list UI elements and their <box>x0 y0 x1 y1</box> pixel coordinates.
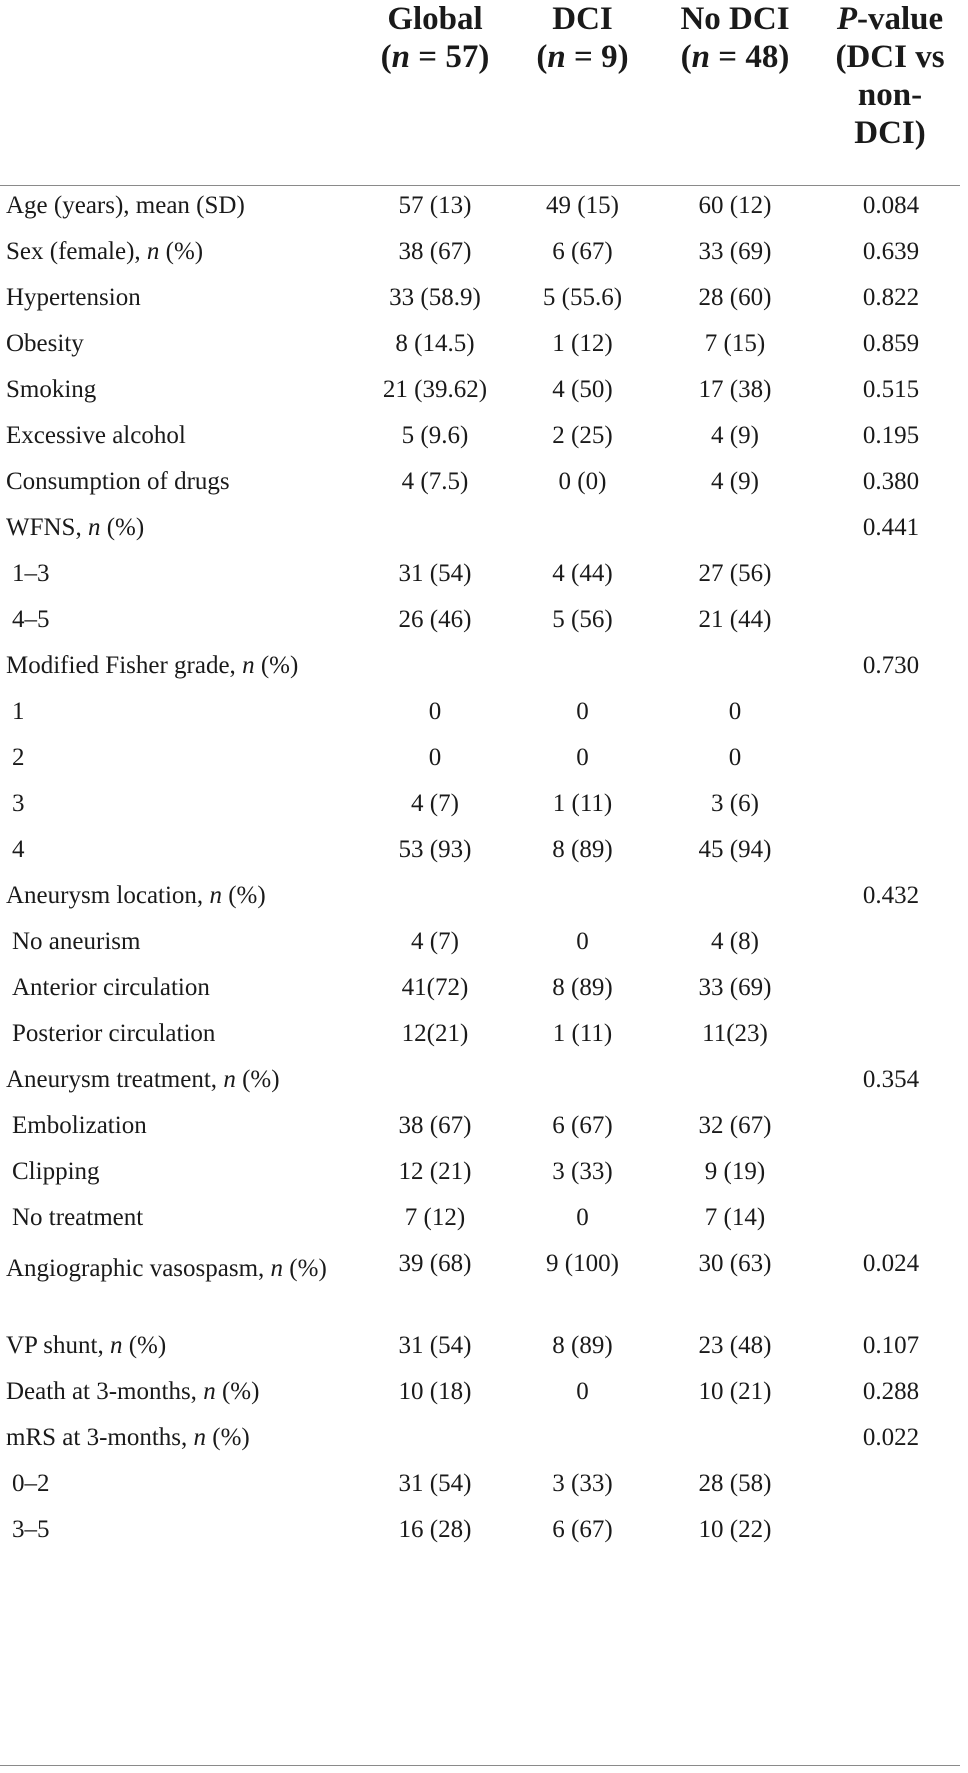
cell-dci: 49 (15) <box>546 192 619 219</box>
cell-global: 7 (12) <box>404 1204 466 1231</box>
table-row <box>0 1204 968 1250</box>
cell-nodci: 45 (94) <box>698 836 772 863</box>
cell-nodci: 60 (12) <box>698 192 772 219</box>
cell-global: 38 (67) <box>398 238 472 265</box>
table-row <box>0 1332 968 1378</box>
cell-nodci: 33 (69) <box>698 974 772 1001</box>
cell-global: 12(21) <box>401 1020 469 1047</box>
cell-pvalue: 0.730 <box>862 652 920 679</box>
row-label: 1–3 <box>12 560 50 587</box>
cell-nodci: 33 (69) <box>698 238 772 265</box>
cell-global: 4 (7) <box>411 790 459 817</box>
table-row <box>0 928 968 974</box>
table-row <box>0 560 968 606</box>
row-label: 4 <box>12 836 25 863</box>
row-label: VP shunt, n (%) <box>6 1332 167 1359</box>
cell-dci: 3 (33) <box>552 1158 613 1185</box>
header-global: Global (n = 57) <box>365 0 505 76</box>
header-dci: DCI (n = 9) <box>515 0 650 76</box>
cell-global: 31 (54) <box>398 1332 472 1359</box>
cell-dci: 5 (56) <box>552 606 613 633</box>
cell-dci: 4 (50) <box>552 376 613 403</box>
cell-global: 38 (67) <box>398 1112 472 1139</box>
cell-pvalue: 0.084 <box>862 192 920 219</box>
cell-dci: 0 <box>576 1204 589 1231</box>
row-label: Consumption of drugs <box>6 468 230 495</box>
cell-nodci: 4 (8) <box>711 928 759 955</box>
header-divider <box>0 185 960 186</box>
row-label: Clipping <box>12 1158 100 1185</box>
row-label: Posterior circulation <box>12 1020 216 1047</box>
cell-dci: 9 (100) <box>546 1250 619 1277</box>
cell-global: 10 (18) <box>398 1378 472 1405</box>
cell-pvalue: 0.107 <box>862 1332 920 1359</box>
cell-nodci: 4 (9) <box>711 422 759 449</box>
row-label: 3–5 <box>12 1516 50 1543</box>
table-row <box>0 1378 968 1424</box>
cell-nodci: 0 <box>728 744 742 771</box>
cell-dci: 1 (11) <box>552 1020 613 1047</box>
cell-nodci: 3 (6) <box>711 790 759 817</box>
cell-dci: 8 (89) <box>552 1332 613 1359</box>
cell-dci: 0 <box>576 928 589 955</box>
table-bottom-rule <box>0 1765 960 1766</box>
cell-nodci: 21 (44) <box>698 606 772 633</box>
cell-global: 26 (46) <box>398 606 472 633</box>
cell-global: 8 (14.5) <box>395 330 475 357</box>
cell-dci: 6 (67) <box>552 1112 613 1139</box>
cell-global: 31 (54) <box>398 560 472 587</box>
table-row <box>0 330 968 376</box>
header-pvalue-title: P-value <box>836 1 944 37</box>
header-dci-n: (n = 9) <box>536 39 629 75</box>
table-row <box>0 698 968 744</box>
row-label: 0–2 <box>12 1470 50 1497</box>
table-row <box>0 744 968 790</box>
cell-dci: 6 (67) <box>552 238 613 265</box>
table-row <box>0 974 968 1020</box>
cell-nodci: 30 (63) <box>698 1250 772 1277</box>
table-row <box>0 468 968 514</box>
header-pvalue: P-value (DCI vs non- DCI) <box>815 0 965 152</box>
row-label: Obesity <box>6 330 84 357</box>
cell-dci: 2 (25) <box>552 422 613 449</box>
cell-nodci: 0 <box>728 698 742 725</box>
cell-nodci: 11(23) <box>702 1020 768 1047</box>
cell-dci: 5 (55.6) <box>542 284 623 311</box>
table-row <box>0 422 968 468</box>
cell-dci: 1 (12) <box>552 330 613 357</box>
cell-nodci: 28 (58) <box>698 1470 772 1497</box>
table-row <box>0 836 968 882</box>
table-row <box>0 790 968 836</box>
table-row <box>0 376 968 422</box>
cell-global: 16 (28) <box>398 1516 472 1543</box>
cell-pvalue: 0.859 <box>862 330 920 357</box>
cell-pvalue: 0.441 <box>862 514 920 541</box>
table-row <box>0 1112 968 1158</box>
row-label: No treatment <box>12 1204 144 1231</box>
cell-global: 0 <box>428 698 442 725</box>
cell-pvalue: 0.354 <box>862 1066 920 1093</box>
cell-nodci: 28 (60) <box>698 284 772 311</box>
cell-nodci: 32 (67) <box>698 1112 772 1139</box>
cell-pvalue: 0.639 <box>862 238 920 265</box>
table-row <box>0 1158 968 1204</box>
cell-nodci: 27 (56) <box>698 560 772 587</box>
cell-nodci: 10 (22) <box>698 1516 772 1543</box>
row-label: 3 <box>12 790 25 817</box>
row-label: Excessive alcohol <box>6 422 186 449</box>
cell-dci: 8 (89) <box>552 974 613 1001</box>
cell-global: 0 <box>428 744 442 771</box>
row-label: Angiographic vasospasm, n (%) <box>6 1255 327 1282</box>
table-row <box>0 882 968 928</box>
table-row <box>0 1020 968 1066</box>
cell-global: 31 (54) <box>398 1470 472 1497</box>
cell-nodci: 17 (38) <box>698 376 772 403</box>
row-label: mRS at 3-months, n (%) <box>6 1424 250 1451</box>
cell-global: 39 (68) <box>398 1250 472 1277</box>
row-label: No aneurism <box>12 928 141 955</box>
cell-pvalue: 0.515 <box>862 376 920 403</box>
header-global-n: (n = 57) <box>380 39 490 75</box>
cell-global: 5 (9.6) <box>401 422 469 449</box>
cell-global: 21 (39.62) <box>382 376 488 403</box>
cell-pvalue: 0.024 <box>862 1250 920 1277</box>
table-row <box>0 1066 968 1112</box>
table-row <box>0 1516 968 1562</box>
row-label: 2 <box>12 744 25 771</box>
table-row <box>0 1250 968 1332</box>
table-row <box>0 606 968 652</box>
row-label: Aneurysm location, n (%) <box>6 882 266 909</box>
table-row <box>0 1424 968 1470</box>
cell-dci: 8 (89) <box>552 836 613 863</box>
cell-nodci: 7 (15) <box>704 330 766 357</box>
cell-pvalue: 0.022 <box>862 1424 920 1451</box>
row-label: WFNS, n (%) <box>6 514 145 541</box>
cell-nodci: 7 (14) <box>704 1204 766 1231</box>
table-row <box>0 1470 968 1516</box>
cell-dci: 0 <box>576 744 589 771</box>
cell-dci: 3 (33) <box>552 1470 613 1497</box>
header-nodci-n: (n = 48) <box>680 39 790 75</box>
table-row <box>0 652 968 698</box>
cell-pvalue: 0.432 <box>862 882 920 909</box>
cell-dci: 1 (11) <box>552 790 613 817</box>
cell-dci: 0 <box>576 698 589 725</box>
cell-global: 41(72) <box>401 974 469 1001</box>
row-label: 4–5 <box>12 606 50 633</box>
row-label: 1 <box>12 698 25 725</box>
row-label: Age (years), mean (SD) <box>6 192 245 219</box>
table-header <box>0 0 968 185</box>
row-label: Aneurysm treatment, n (%) <box>6 1066 280 1093</box>
cell-pvalue: 0.195 <box>862 422 920 449</box>
cell-global: 12 (21) <box>398 1158 472 1185</box>
header-nodci: No DCI (n = 48) <box>660 0 810 76</box>
row-label: Sex (female), n (%) <box>6 238 204 265</box>
cell-pvalue: 0.822 <box>862 284 920 311</box>
row-label: Death at 3-months, n (%) <box>6 1378 260 1405</box>
table-row <box>0 192 968 238</box>
cell-global: 57 (13) <box>398 192 472 219</box>
cell-nodci: 10 (21) <box>698 1378 772 1405</box>
row-label: Smoking <box>6 376 97 403</box>
cell-global: 33 (58.9) <box>389 284 481 311</box>
cell-global: 4 (7) <box>411 928 459 955</box>
cell-dci: 0 <box>576 1378 589 1405</box>
cell-pvalue: 0.288 <box>862 1378 920 1405</box>
cell-dci: 4 (44) <box>552 560 613 587</box>
row-label: Embolization <box>12 1112 147 1139</box>
row-label: Hypertension <box>6 284 141 311</box>
row-label: Anterior circulation <box>12 974 210 1001</box>
cell-nodci: 23 (48) <box>698 1332 772 1359</box>
table-row <box>0 284 968 330</box>
cell-dci: 0 (0) <box>558 468 607 495</box>
cell-pvalue: 0.380 <box>862 468 920 495</box>
cell-global: 4 (7.5) <box>401 468 469 495</box>
row-label: Modified Fisher grade, n (%) <box>6 652 299 679</box>
table-row <box>0 238 968 284</box>
cell-nodci: 4 (9) <box>711 468 759 495</box>
cell-nodci: 9 (19) <box>704 1158 766 1185</box>
cell-global: 53 (93) <box>398 836 472 863</box>
table-row <box>0 514 968 560</box>
cell-dci: 6 (67) <box>552 1516 613 1543</box>
